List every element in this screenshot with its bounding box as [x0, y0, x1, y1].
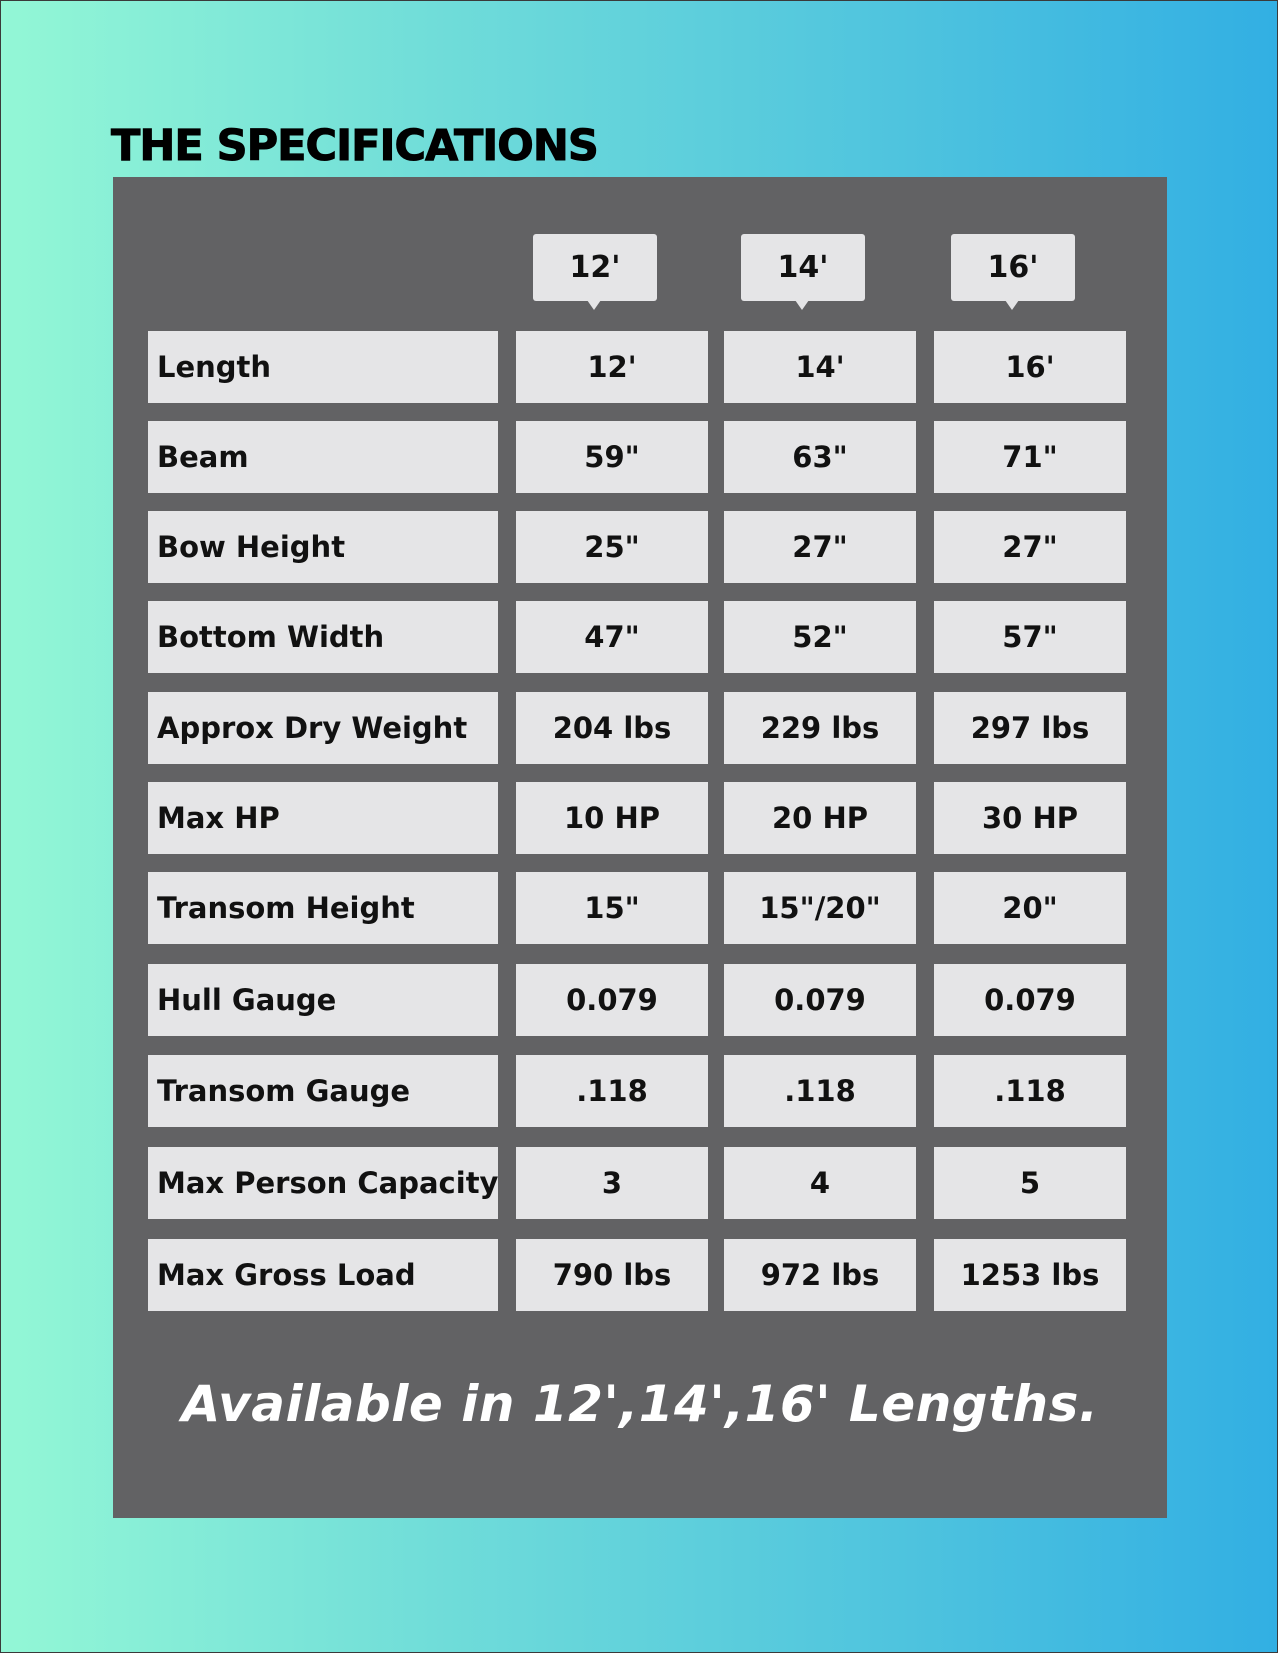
value-12: 204 lbs	[516, 692, 708, 764]
value-12: 47"	[516, 601, 708, 673]
value-16: 27"	[934, 511, 1126, 583]
spec-row-max-hp	[113, 782, 1167, 854]
value-16: 16'	[934, 331, 1126, 403]
spec-row-gross-load	[113, 1239, 1167, 1311]
value-12: 0.079	[516, 964, 708, 1036]
value-14: 14'	[724, 331, 916, 403]
spec-row-transom-gauge	[113, 1055, 1167, 1127]
value-14: 27"	[724, 511, 916, 583]
value-12: 3	[516, 1147, 708, 1219]
value-16: 71"	[934, 421, 1126, 493]
row-label: Beam	[148, 421, 498, 493]
row-label: Hull Gauge	[148, 964, 498, 1036]
value-16: 1253 lbs	[934, 1239, 1126, 1311]
availability-footer: Available in 12',14',16' Lengths.	[181, 1375, 1099, 1433]
row-label: Transom Height	[148, 872, 498, 944]
column-header-16: 16'	[951, 234, 1075, 301]
value-14: 20 HP	[724, 782, 916, 854]
spec-row-bow-height	[113, 511, 1167, 583]
spec-row-bottom-width	[113, 601, 1167, 673]
value-14: 4	[724, 1147, 916, 1219]
value-16: .118	[934, 1055, 1126, 1127]
spec-row-length	[113, 331, 1167, 403]
row-label: Max Person Capacity	[148, 1147, 498, 1219]
value-16: 57"	[934, 601, 1126, 673]
value-14: 63"	[724, 421, 916, 493]
row-label: Max HP	[148, 782, 498, 854]
value-16: 20"	[934, 872, 1126, 944]
value-12: .118	[516, 1055, 708, 1127]
value-14: 0.079	[724, 964, 916, 1036]
row-label: Bow Height	[148, 511, 498, 583]
value-12: 59"	[516, 421, 708, 493]
value-16: 5	[934, 1147, 1126, 1219]
value-12: 25"	[516, 511, 708, 583]
value-14: 972 lbs	[724, 1239, 916, 1311]
spec-row-person-capacity	[113, 1147, 1167, 1219]
value-14: 52"	[724, 601, 916, 673]
row-label: Length	[148, 331, 498, 403]
row-label: Max Gross Load	[148, 1239, 498, 1311]
value-12: 15"	[516, 872, 708, 944]
page-title: THE SPECIFICATIONS	[111, 121, 598, 171]
spec-row-transom-height	[113, 872, 1167, 944]
value-16: 297 lbs	[934, 692, 1126, 764]
row-label: Transom Gauge	[148, 1055, 498, 1127]
column-header-12: 12'	[533, 234, 657, 301]
spec-row-beam	[113, 421, 1167, 493]
value-14: 15"/20"	[724, 872, 916, 944]
row-label: Bottom Width	[148, 601, 498, 673]
value-12: 10 HP	[516, 782, 708, 854]
row-label: Approx Dry Weight	[148, 692, 498, 764]
column-header-14: 14'	[741, 234, 865, 301]
value-16: 0.079	[934, 964, 1126, 1036]
spec-row-dry-weight	[113, 692, 1167, 764]
value-12: 790 lbs	[516, 1239, 708, 1311]
spec-panel	[113, 177, 1167, 1518]
value-12: 12'	[516, 331, 708, 403]
value-14: .118	[724, 1055, 916, 1127]
value-14: 229 lbs	[724, 692, 916, 764]
spec-row-hull-gauge	[113, 964, 1167, 1036]
value-16: 30 HP	[934, 782, 1126, 854]
